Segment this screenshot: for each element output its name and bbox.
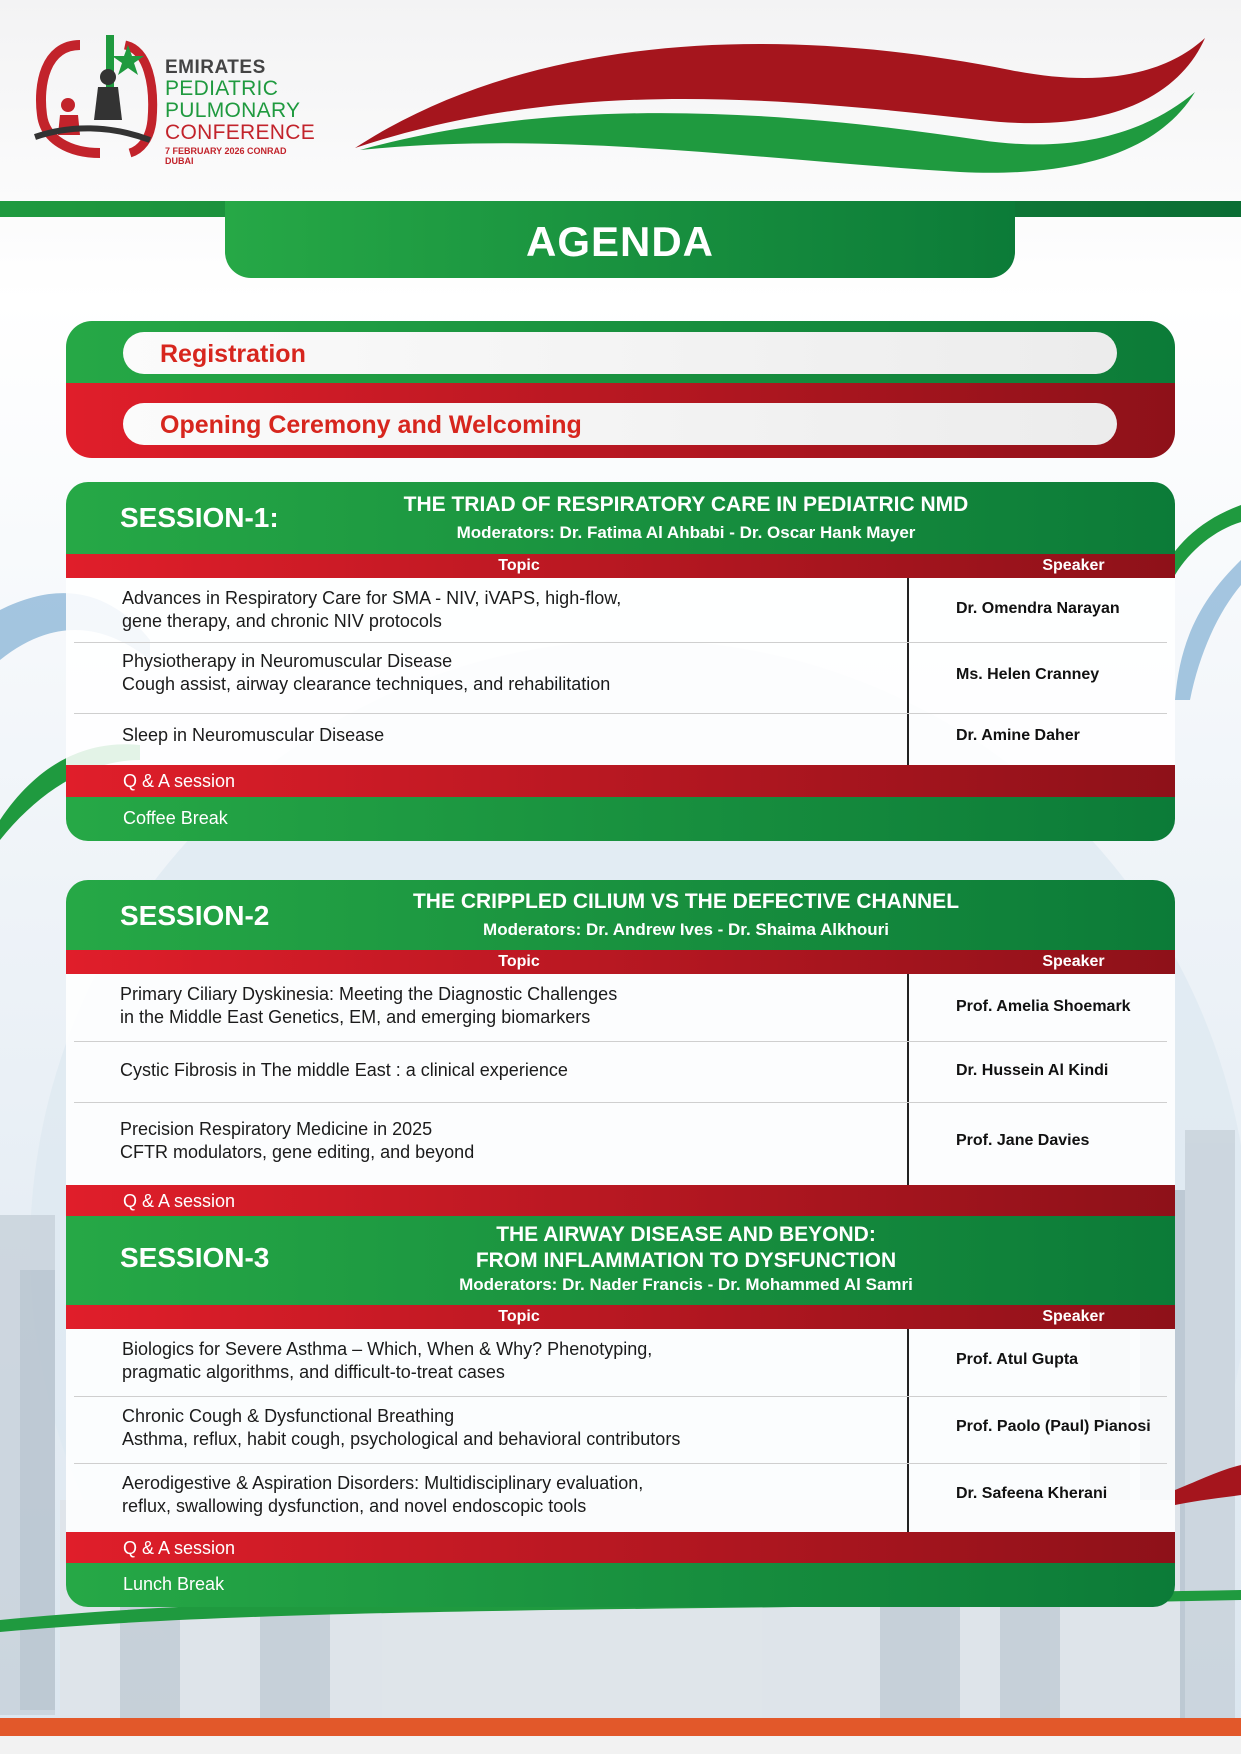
session-3 xyxy=(66,1216,1175,1607)
speaker-name: Prof. Jane Davies xyxy=(956,1132,1090,1149)
table-row xyxy=(74,1102,1167,1185)
topic-line: Physiotherapy in Neuromuscular Disease xyxy=(122,651,453,671)
session-label: SESSION-3 xyxy=(120,1242,270,1273)
qa-label: Q & A session xyxy=(123,1538,236,1558)
session-table xyxy=(66,1329,1175,1532)
session-title: THE CRIPPLED CILIUM VS THE DEFECTIVE CHANNEL xyxy=(412,890,960,913)
topic-column-header: Topic xyxy=(498,557,540,574)
topic-text xyxy=(122,1405,882,1451)
break-label: Coffee Break xyxy=(123,808,228,828)
topic-text xyxy=(122,724,882,747)
topic-line: reflux, swallowing dysfunction, and novel endoscopic tools xyxy=(122,1496,587,1516)
session-table xyxy=(66,578,1175,765)
session-title-line: FROM INFLAMMATION TO DYSFUNCTION xyxy=(475,1249,897,1272)
table-row xyxy=(74,1329,1167,1397)
session-title: THE TRIAD OF RESPIRATORY CARE IN PEDIATRIC NMD xyxy=(403,493,969,516)
logo-line-pediatric: PEDIATRIC xyxy=(165,77,279,100)
speaker-name: Prof. Amelia Shoemark xyxy=(956,998,1131,1015)
topic-column-header: Topic xyxy=(498,1308,540,1325)
topic-text xyxy=(120,983,880,1029)
session-header xyxy=(66,482,1175,554)
topic-text xyxy=(122,1338,882,1384)
speaker-name: Dr. Amine Daher xyxy=(956,727,1080,744)
logo-line-conference: CONFERENCE xyxy=(165,121,316,144)
topic-text xyxy=(122,1472,882,1518)
column-header xyxy=(66,1305,1175,1329)
conference-logo xyxy=(30,25,316,166)
topic-line: Cystic Fibrosis in The middle East : a clinical experience xyxy=(120,1060,568,1080)
topic-line: Aerodigestive & Aspiration Disorders: Multidisciplinary evaluation, xyxy=(122,1473,644,1493)
topic-line: Advances in Respiratory Care for SMA - NIV, iVAPS, high-flow, xyxy=(122,588,622,608)
speaker-column-header: Speaker xyxy=(1042,953,1105,970)
topic-text xyxy=(120,1118,880,1164)
column-header xyxy=(66,950,1175,974)
opening-band xyxy=(66,383,1175,458)
session-table xyxy=(66,974,1175,1185)
topic-text xyxy=(120,1059,880,1082)
registration-band xyxy=(66,321,1175,383)
logo-line-emirates: EMIRATES xyxy=(165,57,266,78)
break-band xyxy=(66,1563,1175,1607)
registration-block xyxy=(66,321,1175,458)
registration-label: Registration xyxy=(160,340,306,368)
table-row xyxy=(74,1463,1167,1532)
speaker-column-header: Speaker xyxy=(1042,557,1105,574)
topic-line: Sleep in Neuromuscular Disease xyxy=(122,725,385,745)
logo-emblem-icon xyxy=(30,25,165,165)
qa-band xyxy=(66,1532,1175,1563)
topic-line: Primary Ciliary Dyskinesia: Meeting the Diagnostic Challenges xyxy=(120,984,618,1004)
session-header xyxy=(66,880,1175,950)
speaker-name: Dr. Omendra Narayan xyxy=(956,600,1120,617)
topic-line: Asthma, reflux, habit cough, psychological and behavioral contributors xyxy=(122,1429,681,1449)
registration-pill xyxy=(123,332,1117,374)
session-1 xyxy=(66,482,1175,841)
topic-line: in the Middle East Genetics, EM, and emerging biomarkers xyxy=(120,1007,591,1027)
table-row xyxy=(74,713,1167,765)
topic-line: pragmatic algorithms, and difficult-to-treat cases xyxy=(122,1362,505,1382)
table-row xyxy=(74,1041,1167,1103)
topic-line: Cough assist, airway clearance techniques, and rehabilitation xyxy=(122,674,611,694)
speaker-name: Prof. Paolo (Paul) Pianosi xyxy=(956,1418,1151,1435)
speaker-name: Dr. Hussein Al Kindi xyxy=(956,1062,1109,1079)
session-title xyxy=(316,1222,1056,1274)
session-label: SESSION-1: xyxy=(120,502,279,533)
qa-band xyxy=(66,765,1175,797)
speaker-name: Prof. Atul Gupta xyxy=(956,1351,1079,1368)
table-row xyxy=(74,642,1167,714)
speaker-name: Dr. Safeena Kherani xyxy=(956,1485,1108,1502)
session-label: SESSION-2 xyxy=(120,900,270,931)
session-title-line: THE AIRWAY DISEASE AND BEYOND: xyxy=(496,1223,876,1246)
speaker-column-header: Speaker xyxy=(1042,1308,1105,1325)
page-title: AGENDA xyxy=(525,218,714,265)
speaker-name: Ms. Helen Cranney xyxy=(956,666,1100,683)
topic-text xyxy=(122,650,882,696)
topic-line: CFTR modulators, gene editing, and beyond xyxy=(120,1142,475,1162)
footer-stripe xyxy=(0,1718,1241,1736)
table-row xyxy=(74,1396,1167,1464)
topic-line: gene therapy, and chronic NIV protocols xyxy=(122,611,442,631)
topic-line: Precision Respiratory Medicine in 2025 xyxy=(120,1119,433,1139)
topic-line: Chronic Cough & Dysfunctional Breathing xyxy=(122,1406,455,1426)
topic-line: Biologics for Severe Asthma – Which, When & Why? Phenotyping, xyxy=(122,1339,653,1359)
column-header xyxy=(66,554,1175,578)
session-moderators: Moderators: Dr. Andrew Ives - Dr. Shaima Alkhouri xyxy=(483,920,889,939)
session-moderators: Moderators: Dr. Nader Francis - Dr. Mohammed Al Samri xyxy=(459,1275,913,1294)
opening-pill xyxy=(123,403,1117,445)
logo-line-pulmonary: PULMONARY xyxy=(165,99,301,122)
session-2 xyxy=(66,880,1175,1216)
opening-label: Opening Ceremony and Welcoming xyxy=(160,411,582,439)
break-label: Lunch Break xyxy=(123,1574,225,1594)
qa-label: Q & A session xyxy=(123,1191,236,1211)
qa-label: Q & A session xyxy=(123,771,236,791)
table-row xyxy=(74,578,1167,643)
footer-stripe-light xyxy=(0,1736,1241,1754)
topic-column-header: Topic xyxy=(498,953,540,970)
break-band xyxy=(66,797,1175,841)
topic-text xyxy=(122,587,882,633)
logo-date-venue: 7 FEBRUARY 2026 CONRAD DUBAI xyxy=(165,146,287,166)
session-moderators: Moderators: Dr. Fatima Al Ahbabi - Dr. Oscar Hank Mayer xyxy=(456,523,916,542)
table-row xyxy=(74,974,1167,1042)
qa-band xyxy=(66,1185,1175,1216)
session-header xyxy=(66,1216,1175,1305)
